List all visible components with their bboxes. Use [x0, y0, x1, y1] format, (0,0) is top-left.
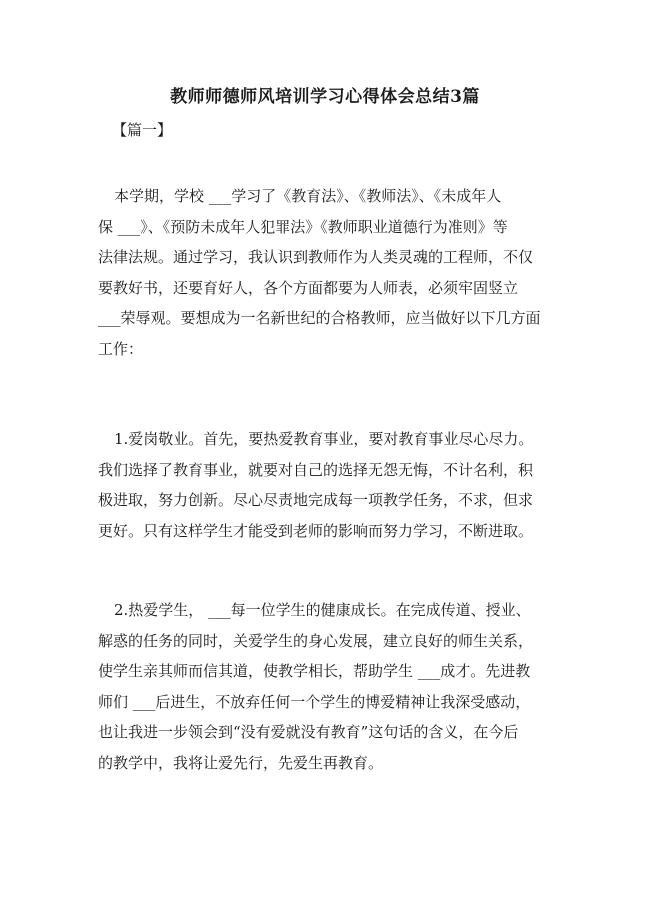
- paragraph-line: 解惑的任务的同时，关爱学生的身心发展，建立良好的师生关系，: [98, 631, 534, 650]
- paragraph-line: 保 ___》、《预防未成年人犯罪法》《教师职业道德行为准则》等: [98, 217, 508, 236]
- paragraph-line: 1.爱岗敬业。首先，要热爱教育事业，要对教育事业尽心尽力。: [114, 430, 534, 448]
- paragraph-line: 师们 ___后进生，不放弃任何一个学生的博爱精神让我深受感动，: [98, 692, 531, 711]
- paragraph-line: 我们选择了教育事业，就要对自己的选择无怨无悔，不计名利，积: [98, 460, 534, 479]
- paragraph-line: ___荣辱观。要想成为一名新世纪的合格教师，应当做好以下几方面: [98, 309, 541, 327]
- paragraph-line: 工作：: [98, 339, 144, 358]
- paragraph-intro: [98, 181, 558, 364]
- paragraph-line: 更好。只有这样学生才能受到老师的影响而努力学习，不断进取。: [98, 521, 534, 540]
- paragraph-line: 使学生亲其师而信其道，使教学相长，帮助学生 ___成才。先进教: [98, 662, 531, 680]
- paragraph-line: 本学期，学校 ___学习了《教育法》、《教师法》、《未成年人: [114, 187, 502, 205]
- section-label: 【篇一】: [112, 121, 173, 139]
- paragraph-line: 也让我进一步领会到“没有爱就没有教育”这句话的含义，在今后: [98, 723, 519, 741]
- paragraph-line: 极进取，努力创新。尽心尽责地完成每一项教学任务，不求，但求: [98, 491, 534, 509]
- paragraph-line: 要教好书，还要育好人，各个方面都要为人师表，必须牢固竖立: [98, 278, 519, 297]
- page-title: 教师师德师风培训学习心得体会总结3篇: [170, 87, 480, 107]
- paragraph-point-2: [98, 595, 558, 778]
- paragraph-line: 的教学中，我将让爱先行，先爱生再教育。: [98, 753, 384, 772]
- paragraph-line: 法律法规。通过学习，我认识到教师作为人类灵魂的工程师，不仅: [98, 248, 534, 266]
- paragraph-line: 2.热爱学生， ___每一位学生的健康成长。在完成传道、授业、: [114, 601, 531, 619]
- paragraph-point-1: [98, 424, 558, 546]
